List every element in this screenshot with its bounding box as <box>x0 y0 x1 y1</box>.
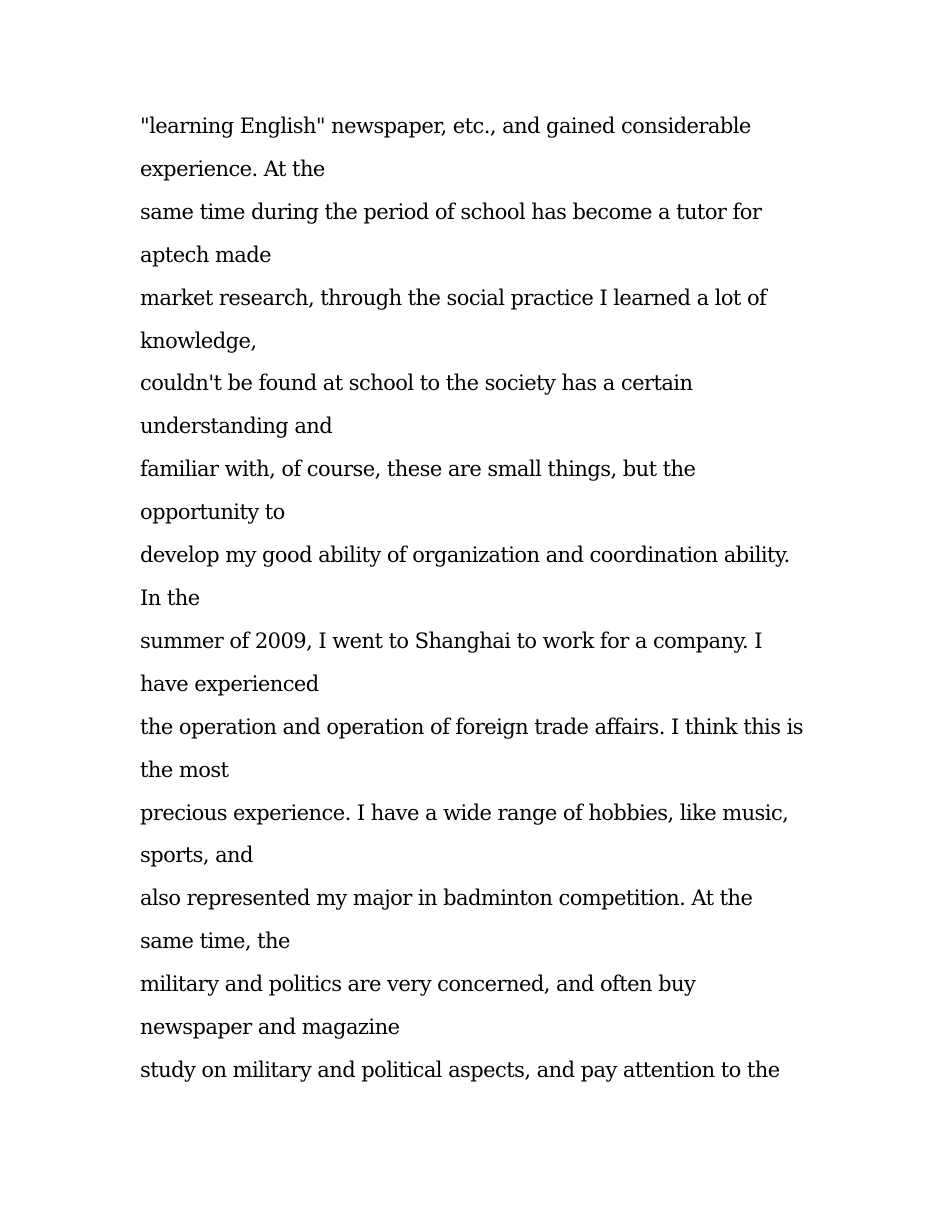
text-line: the operation and operation of foreign trade affairs. I think this is <box>140 714 803 739</box>
text-line: study on military and political aspects, and pay attention to the <box>140 1057 780 1082</box>
text-line: precious experience. I have a wide range of hobbies, like music, <box>140 800 789 825</box>
text-line: develop my good ability of organization and coordination ability. <box>140 543 790 568</box>
text-line: also represented my major in badminton competition. At the <box>140 886 753 911</box>
text-line: opportunity to <box>140 500 285 525</box>
text-line: understanding and <box>140 414 333 439</box>
text-line: experience. At the <box>140 156 325 181</box>
text-line: In the <box>140 585 200 610</box>
text-line: same time during the period of school has become a tutor for <box>140 199 762 224</box>
text-line: couldn't be found at school to the society has a certain <box>140 371 693 396</box>
text-line: "learning English" newspaper, etc., and gained considerable <box>140 114 751 138</box>
text-line: the most <box>140 757 229 782</box>
text-line: familiar with, of course, these are small things, but the <box>140 457 696 482</box>
text-line: same time, the <box>140 929 290 954</box>
text-line: aptech made <box>140 242 272 267</box>
text-line: sports, and <box>140 843 253 868</box>
text-line: have experienced <box>140 671 319 696</box>
text-line: summer of 2009, I went to Shanghai to work for a company. I <box>140 628 762 653</box>
text-line: knowledge, <box>140 328 257 353</box>
text-line: market research, through the social practice I learned a lot of <box>140 285 767 310</box>
body-text <box>140 105 840 1092</box>
text-line: military and politics are very concerned, and often buy <box>140 972 696 997</box>
text-line: newspaper and magazine <box>140 1015 400 1040</box>
